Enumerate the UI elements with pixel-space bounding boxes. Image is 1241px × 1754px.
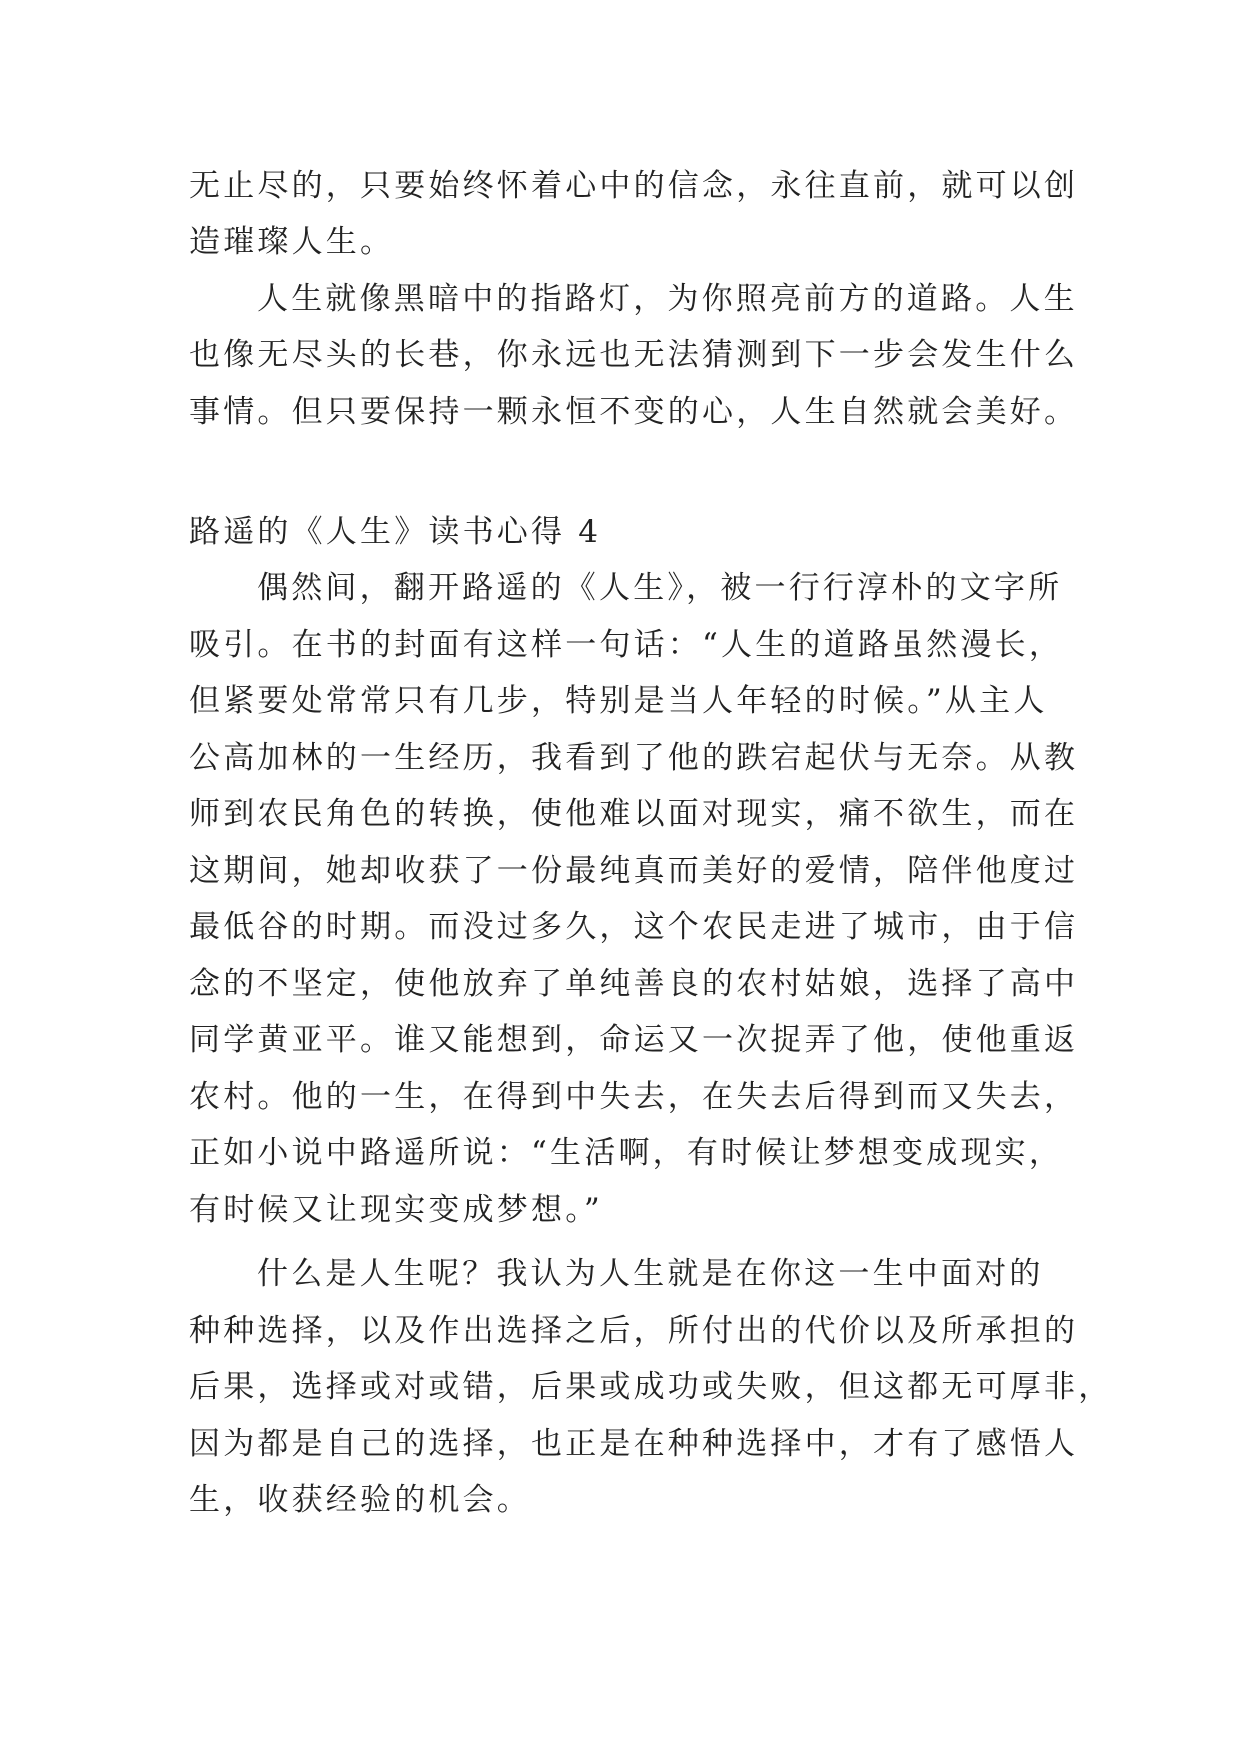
paragraph-line: 公高加林的一生经历，我看到了他的跌宕起伏与无奈。从教: [189, 740, 1079, 776]
paragraph-line: 无止尽的，只要始终怀着心中的信念，永往直前，就可以创: [189, 168, 1079, 204]
paragraph-line: 念的不坚定，使他放弃了单纯善良的农村姑娘，选择了高中: [189, 966, 1079, 1002]
paragraph-line: 造璀璨人生。: [189, 224, 395, 260]
paragraph-line: 同学黄亚平。谁又能想到，命运又一次捉弄了他，使他重返: [189, 1022, 1079, 1058]
paragraph-line: 最低谷的时期。而没过多久，这个农民走进了城市，由于信: [189, 909, 1079, 945]
paragraph-line: 有时候又让现实变成梦想。”: [189, 1192, 603, 1228]
heading-text: 路遥的《人生》读书心得 4: [189, 514, 602, 550]
paragraph-line: 这期间，她却收获了一份最纯真而美好的爱情，陪伴他度过: [189, 853, 1079, 889]
paragraph-line: 正如小说中路遥所说：“生活啊，有时候让梦想变成现实，: [189, 1135, 1064, 1171]
paragraph-line: 人生就像黑暗中的指路灯，为你照亮前方的道路。人生: [257, 281, 1078, 317]
paragraph-line: 种种选择，以及作出选择之后，所付出的代价以及所承担的: [189, 1313, 1079, 1349]
paragraph-line: 师到农民角色的转换，使他难以面对现实，痛不欲生，而在: [189, 796, 1079, 832]
paragraph-line: 后果，选择或对或错，后果或成功或失败，但这都无可厚非，: [189, 1369, 1113, 1405]
paragraph-line: 但紧要处常常只有几步，特别是当人年轻的时候。”从主人: [189, 683, 1048, 719]
paragraph-line: 吸引。在书的封面有这样一句话：“人生的道路虽然漫长，: [189, 627, 1064, 663]
paragraph-line: 事情。但只要保持一颗永恒不变的心，人生自然就会美好。: [189, 394, 1079, 430]
paragraph-line: 因为都是自己的选择，也正是在种种选择中，才有了感悟人: [189, 1426, 1079, 1462]
paragraph-line: 也像无尽头的长巷，你永远也无法猜测到下一步会发生什么: [189, 337, 1079, 373]
paragraph-line: 什么是人生呢？我认为人生就是在你这一生中面对的: [257, 1256, 1044, 1292]
paragraph-line: 生，收获经验的机会。: [189, 1482, 531, 1518]
paragraph-line: 农村。他的一生，在得到中失去，在失去后得到而又失去，: [189, 1079, 1079, 1115]
paragraph-line: 偶然间，翻开路遥的《人生》，被一行行淳朴的文字所: [257, 570, 1063, 606]
